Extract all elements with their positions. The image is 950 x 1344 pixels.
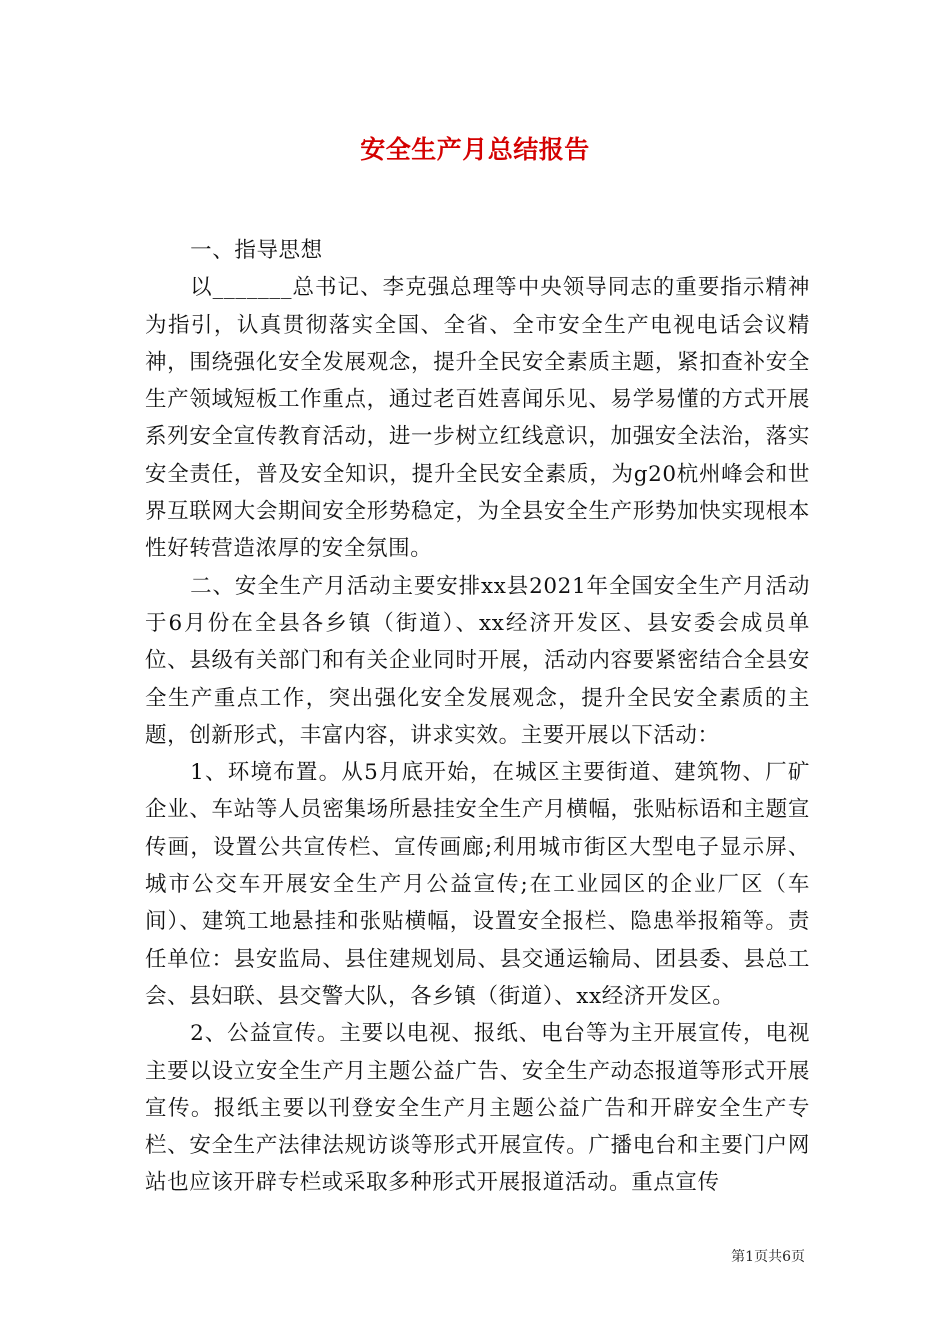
paragraph-guiding-ideology: 以_______总书记、李克强总理等中央领导同志的重要指示精神为指引，认真贯彻落实全国、全省、全市安全生产电视电话会议精神，围绕强化安全发展观念，提升全民安全素质主题，紧扣查补安全生产领域短板工作重点，通过老百姓喜闻乐见、易学易懂的方式开展系列安全宣传教育活动，进一步树立红线意识，加强安全法治，落实安全责任，普及安全知识，提升全民安全素质，为g20杭州峰会和世界互联网大会期间安全形势稳定，为全县安全生产形势加快实现根本性好转营造浓厚的安全氛围。 [145, 275, 810, 562]
paragraph-environment-layout: 1、环境布置。从5月底开始，在城区主要街道、建筑物、厂矿企业、车站等人员密集场所悬挂安全生产月横幅，张贴标语和主题宣传画，设置公共宣传栏、宣传画廊;利用城市街区大型电子显示屏、城市公交车开展安全生产月公益宣传;在工业园区的企业厂区（车间）、建筑工地悬挂和张贴横幅，设置安全报栏、隐患举报箱等。责任单位：县安监局、县住建规划局、县交通运输局、团县委、县总工会、县妇联、县交警大队，各乡镇（街道）、xx经济开发区。 [145, 760, 810, 1009]
page-number: 第1页共6页 [731, 1249, 805, 1265]
paragraph-activity-arrangement: 二、安全生产月活动主要安排xx县2021年全国安全生产月活动于6月份在全县各乡镇（街道）、xx经济开发区、县安委会成员单位、县级有关部门和有关企业同时开展，活动内容要紧密结合全县安全生产重点工作，突出强化安全发展观念，提升全民安全素质的主题，创新形式，丰富内容，讲求实效。主要开展以下活动： [145, 573, 810, 748]
paragraph-public-publicity: 2、公益宣传。主要以电视、报纸、电台等为主开展宣传，电视主要以设立安全生产月主题公益广告、安全生产动态报道等形式开展宣传。报纸主要以刊登安全生产月主题公益广告和开辟安全生产专栏、安全生产法律法规访谈等形式开展宣传。广播电台和主要门户网站也应该开辟专栏或采取多种形式开展报道活动。重点宣传 [145, 1021, 810, 1196]
document-title: 安全生产月总结报告 [360, 135, 590, 164]
section-heading-guiding-ideology: 一、指导思想 [190, 238, 323, 263]
document-body [145, 232, 810, 1202]
